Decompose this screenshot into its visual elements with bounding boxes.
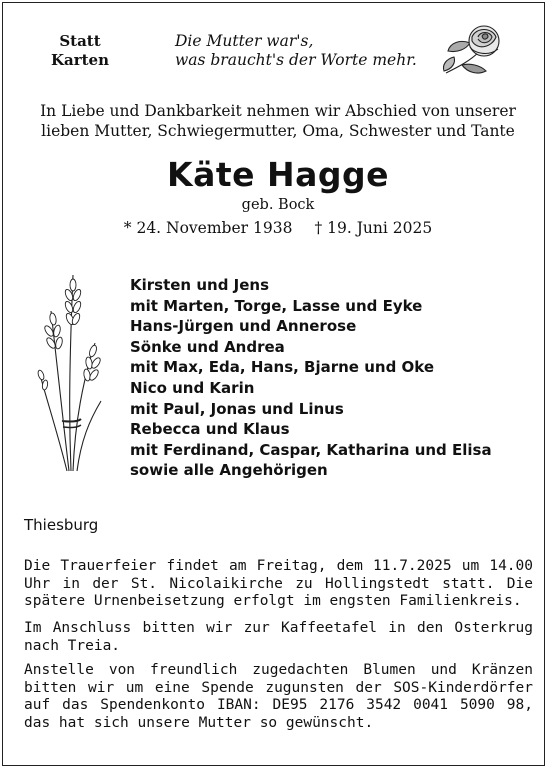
intro-text xyxy=(3,101,550,141)
funeral-paragraph: Die Trauerfeier findet am Freitag, dem 11.7.2025 um 14.00 Uhr in der St. Nicolaikirche zu Hollingstedt statt. Die spätere Urnenbeisetzung erfolgt im engsten Familienkreis. xyxy=(24,558,533,609)
coffee-paragraph: Im Anschluss bitten wir zur Kaffeetafel in den Osterkrug nach Treia. xyxy=(24,620,533,654)
birth-date: * 24. November 1938 xyxy=(123,219,293,237)
quote-line-2: was braucht's der Worte mehr. xyxy=(175,51,417,69)
wheat-icon xyxy=(33,271,103,486)
mourner-line: mit Marten, Torge, Lasse und Eyke xyxy=(130,296,423,315)
place-name: Thiesburg xyxy=(24,516,99,534)
mourner-line: Hans-Jürgen und Annerose xyxy=(130,317,357,336)
mourner-line: mit Max, Eda, Hans, Bjarne und Oke xyxy=(130,358,435,377)
intro-line-1: In Liebe und Dankbarkeit nehmen wir Abschied von unserer xyxy=(40,102,516,120)
rose-icon xyxy=(440,21,506,84)
obituary-frame xyxy=(2,2,545,766)
mourner-line: Rebecca und Klaus xyxy=(130,420,290,439)
mourner-line: Sönke und Andrea xyxy=(130,337,285,356)
mourner-line: Nico und Karin xyxy=(130,378,255,397)
mourner-line: sowie alle Angehörigen xyxy=(130,461,328,480)
epigraph-quote xyxy=(175,32,417,70)
statt-word: Statt xyxy=(59,32,101,50)
deceased-name: Käte Hagge xyxy=(167,155,389,194)
intro-line-2: lieben Mutter, Schwiegermutter, Oma, Schwester und Tante xyxy=(41,122,515,140)
mourner-line: Kirsten und Jens xyxy=(130,276,270,294)
death-date: † 19. Juni 2025 xyxy=(314,219,433,237)
karten-word: Karten xyxy=(50,51,110,69)
mourner-line: mit Ferdinand, Caspar, Katharina und Elisa xyxy=(130,440,492,459)
mourner-line: mit Paul, Jonas und Linus xyxy=(130,399,344,418)
donation-paragraph: Anstelle von freundlich zugedachten Blumen und Kränzen bitten wir um eine Spende zugunsten der SOS-Kinderdörfer auf das Spendenkonto IBAN: DE95 2176 3542 0041 5090 98, das hat sich unsere Mutter so gewünscht. xyxy=(24,662,533,731)
mourners-list xyxy=(130,275,492,481)
statt-karten-label xyxy=(45,32,115,70)
birth-name: geb. Bock xyxy=(241,197,315,213)
life-dates xyxy=(3,218,550,238)
quote-line-1: Die Mutter war's, xyxy=(175,32,314,50)
